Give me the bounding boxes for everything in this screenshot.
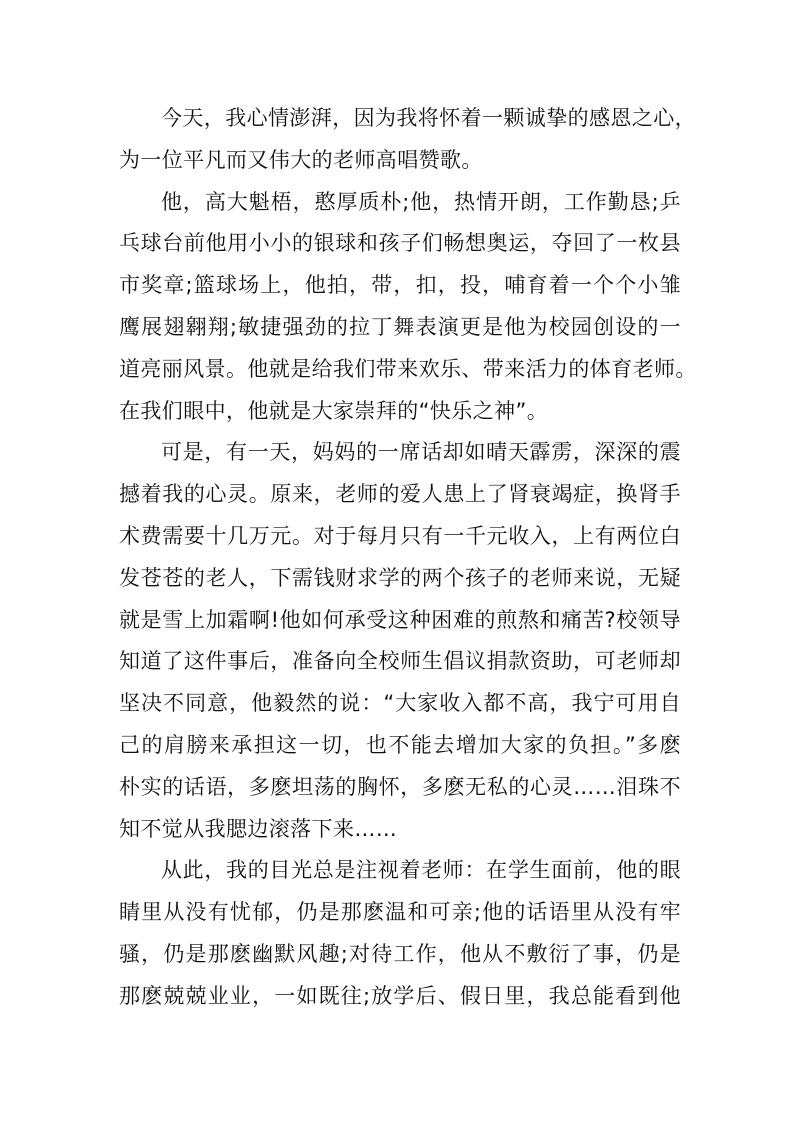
paragraph-4-line-1: 从此，我的目光总是注视着老师：在学生面前，他的眼 — [161, 858, 681, 883]
paragraph-3-line-1: 可是，有一天，妈妈的一席话却如晴天霹雳，深深的震 — [161, 440, 681, 465]
paragraph-2-line-4: 鹰展翅翱翔;敏捷强劲的拉丁舞表演更是他为校园创设的一 — [119, 314, 681, 339]
paragraph-2-line-3: 市奖章;篮球场上，他拍，带，扣，投，哺育着一个个小雏 — [119, 273, 681, 298]
paragraph-2-line-6: 在我们眼中，他就是大家崇拜的“快乐之神”。 — [119, 398, 549, 423]
paragraph-2-line-1: 他，高大魁梧，憨厚质朴;他，热情开朗，工作勤恳;乒 — [161, 189, 681, 214]
paragraph-3-line-3: 术费需要十几万元。对于每月只有一千元收入，上有两位白 — [119, 523, 681, 548]
paragraph-3-line-9: 朴实的话语，多麽坦荡的胸怀，多麽无私的心灵……泪珠不 — [119, 774, 681, 799]
paragraph-3-line-8: 己的肩膀来承担这一切，也不能去增加大家的负担。”多麽 — [119, 732, 681, 757]
paragraph-3-line-6: 知道了这件事后，准备向全校师生倡议捐款资助，可老师却 — [119, 649, 681, 674]
essay-body — [119, 98, 697, 1018]
paragraph-1-line-1: 今天，我心情澎湃，因为我将怀着一颗诚挚的感恩之心， — [161, 106, 696, 130]
paragraph-4-line-2: 睛里从没有忧郁，仍是那麽温和可亲;他的话语里从没有牢 — [119, 900, 681, 925]
paragraph-3-line-7: 坚决不同意，他毅然的说：“大家收入都不高，我宁可用自 — [119, 691, 681, 716]
paragraph-2-line-5: 道亮丽风景。他就是给我们带来欢乐、带来活力的体育老师。 — [119, 356, 697, 381]
paragraph-3-line-4: 发苍苍的老人，下需钱财求学的两个孩子的老师来说，无疑 — [119, 565, 681, 590]
paragraph-3-line-2: 撼着我的心灵。原来，老师的爱人患上了肾衰竭症，换肾手 — [119, 482, 681, 507]
paragraph-4-line-3: 骚，仍是那麽幽默风趣;对待工作，他从不敷衍了事，仍是 — [119, 941, 681, 966]
paragraph-1-line-2: 为一位平凡而又伟大的老师高唱赞歌。 — [119, 147, 483, 172]
paragraph-4-line-4: 那麽兢兢业业，一如既往;放学后、假日里，我总能看到他 — [119, 983, 681, 1008]
paragraph-2-line-2: 乓球台前他用小小的银球和孩子们畅想奥运，夺回了一枚县 — [119, 231, 681, 256]
paragraph-3-line-5: 就是雪上加霜啊!他如何承受这种困难的煎熬和痛苦?校领导 — [119, 607, 681, 632]
paragraph-3-line-10: 知不觉从我腮边滚落下来…… — [119, 816, 398, 841]
